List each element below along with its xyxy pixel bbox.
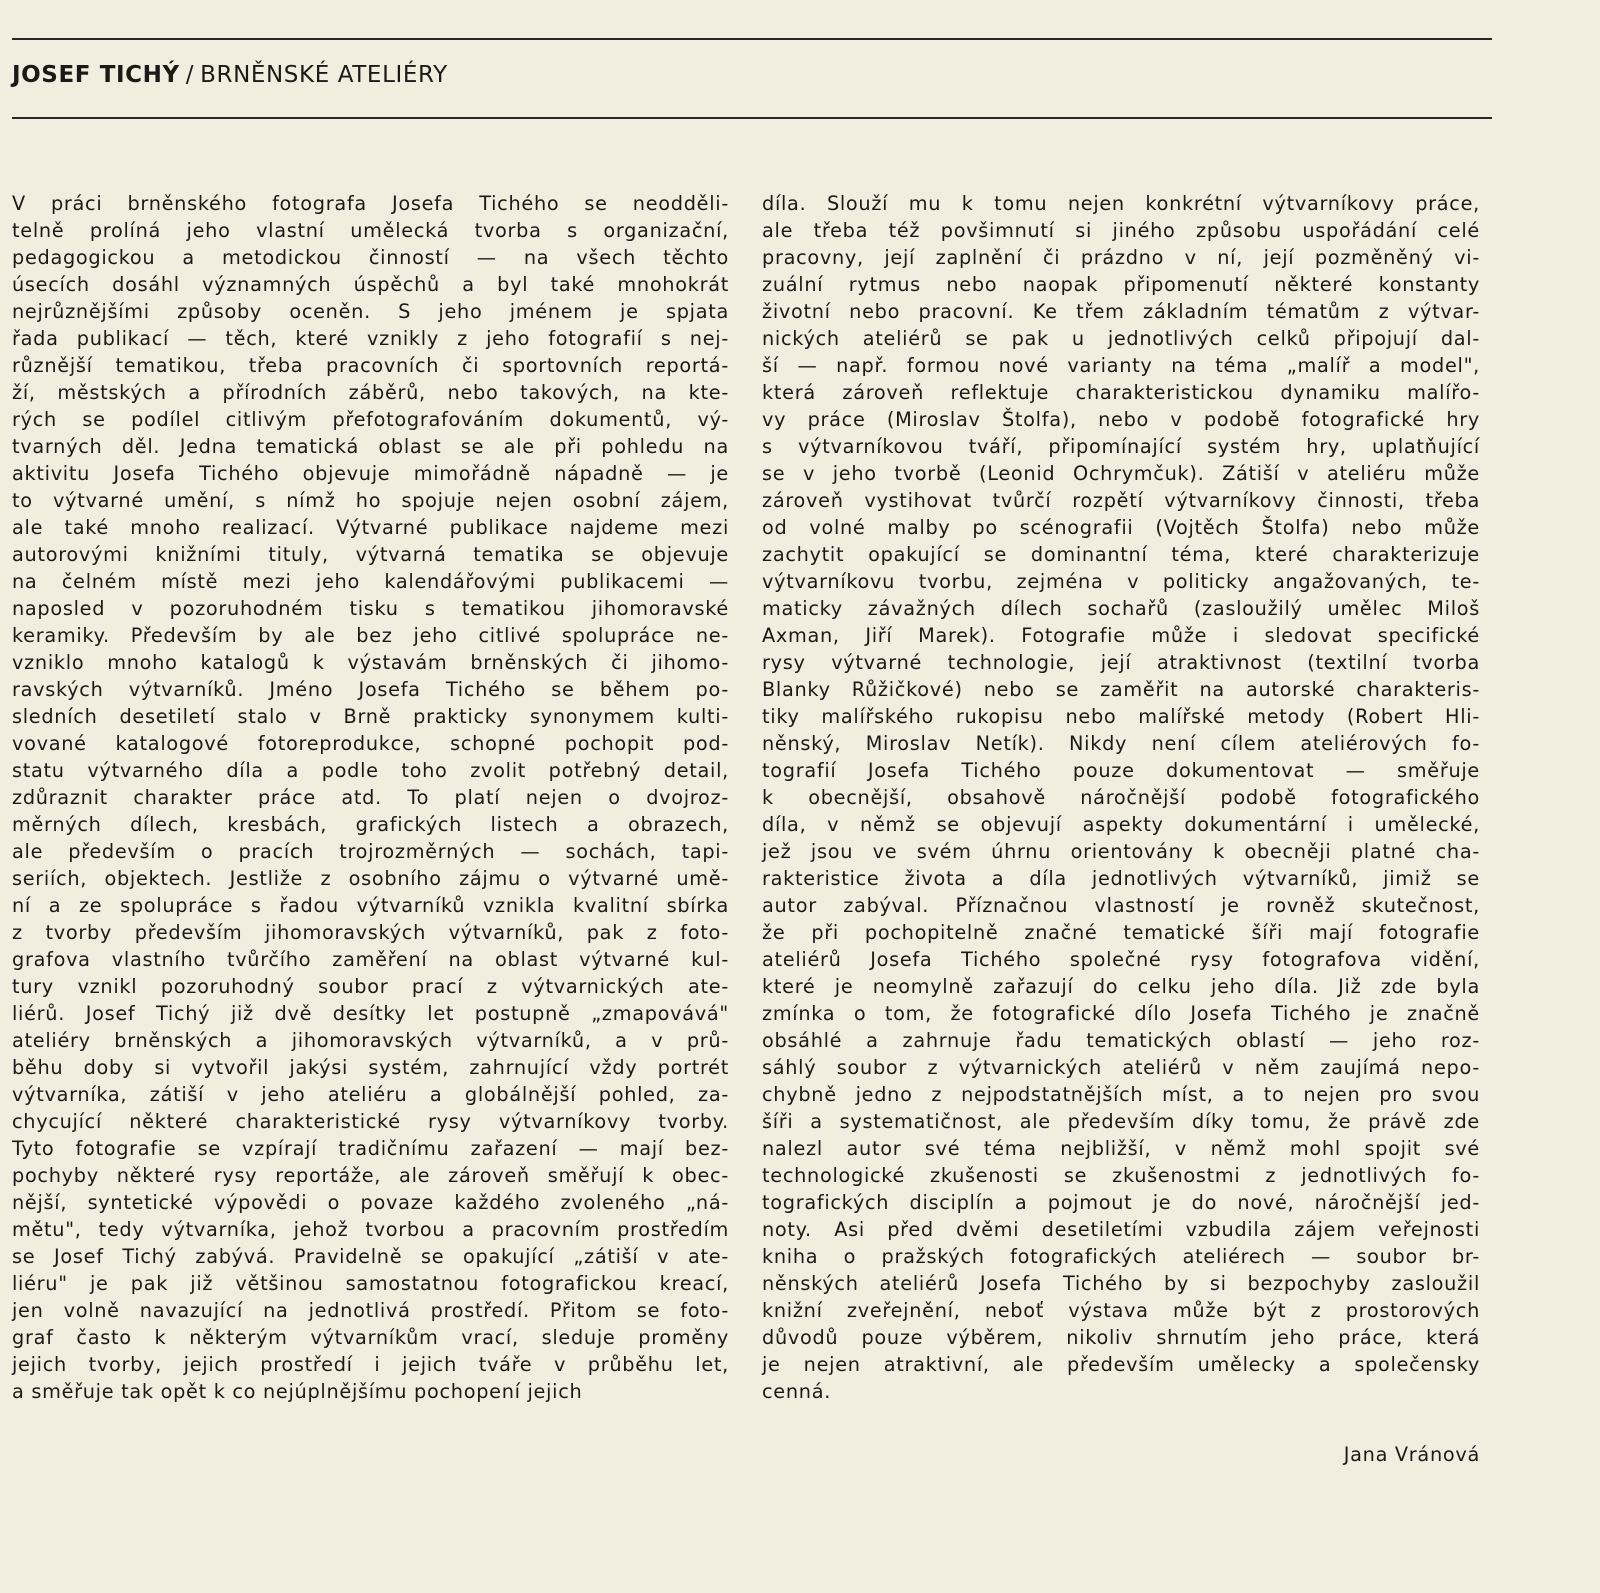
text-line: nalezl autor své téma nejbližší, v němž mohl spojit své [762,1137,1480,1160]
header-separator: / [185,62,195,88]
text-line: řada publikací — těch, které vznikly z jeho fotografií s nej- [12,327,729,350]
article-column-right [762,190,1480,1405]
text-line: zmínka o tom, že fotografické dílo Josefa Tichého je značně [762,1002,1480,1025]
text-line: seriích, objektech. Jestliže z osobního zájmu o výtvarné umě- [12,867,729,890]
text-line: chybně jedno z nejpodstatnějších míst, a to nejen pro svou [762,1083,1480,1106]
text-line: ateliérů Josefa Tichého společné rysy fotografova vidění, [762,948,1480,971]
text-line: něnský, Miroslav Netík). Nikdy není cílem ateliérových fo- [762,732,1480,755]
text-line: tografií Josefa Tichého pouze dokumentovat — směřuje [762,759,1480,782]
text-line: cenná. [762,1380,832,1403]
text-line: ží, městských a přírodních záběrů, nebo takových, na kte- [12,381,729,404]
text-line: tury vznikl pozoruhodný soubor prací z výtvarnických ate- [12,975,729,998]
text-line: tografických disciplín a pojmout je do nové, náročnější jed- [762,1191,1480,1214]
text-line: chycující některé charakteristické rysy výtvarníkovy tvorby. [12,1110,729,1133]
text-line: autor zabýval. Příznačnou vlastností je rovněž skutečnost, [762,894,1480,917]
text-line: běhu doby si vytvořil jakýsi systém, zahrnující vždy portrét [12,1056,729,1079]
text-line: naposled v pozoruhodném tisku s tematikou jihomoravské [12,597,729,620]
text-line: úsecích dosáhl významných úspěchů a byl také mnohokrát [12,273,729,296]
text-line: zachytit opakující se dominantní téma, které charakterizuje [762,543,1480,566]
text-line: statu výtvarného díla a podle toho zvolit potřebný detail, [12,759,729,782]
text-line: díla, v němž se objevují aspekty dokumentární i umělecké, [762,813,1480,836]
text-line: Axman, Jiří Marek). Fotografie může i sledovat specifické [762,624,1480,647]
text-line: autorovými knižními tituly, výtvarná tematika se objevuje [12,543,729,566]
text-line: Tyto fotografie se vzpírají tradičnímu zařazení — mají bez- [12,1137,729,1160]
text-line: rakteristice života a díla jednotlivých výtvarníků, jimiž se [762,867,1480,890]
text-line: že při pochopitelně značné tematické šíři mají fotografie [762,921,1480,944]
text-line: různější tematikou, třeba pracovních či sportovních reportá- [12,354,729,377]
text-line: je nejen atraktivní, ale především umělecky a společensky [762,1353,1480,1376]
text-line: ateliéry brněnských a jihomoravských výtvarníků, a v prů- [12,1029,729,1052]
text-line: k obecnější, obsahově náročnější podobě fotografického [762,786,1480,809]
header-bottom-rule [12,117,1492,119]
text-line: pedagogickou a metodickou činností — na všech těchto [12,246,729,269]
text-line: vované katalogové fotoreprodukce, schopné pochopit pod- [12,732,729,755]
text-line: mětu", tedy výtvarníka, jehož tvorbou a pracovním prostředím [12,1218,729,1241]
text-line: na čelném místě mezi jeho kalendářovými publikacemi — [12,570,729,593]
text-line: keramiky. Především by ale bez jeho citlivé spolupráce ne- [12,624,729,647]
text-line: grafova vlastního tvůrčího zaměření na oblast výtvarné kul- [12,948,729,971]
text-line: jejich tvorby, jejich prostředí i jejich tváře v průběhu let, [12,1353,729,1376]
text-line: knižní zveřejnění, neboť výstava může být z prostorových [762,1299,1480,1322]
text-line: kniha o pražských fotografických ateliérech — soubor br- [762,1245,1480,1268]
text-line: sledních desetiletí stalo v Brně prakticky synonymem kulti- [12,705,729,728]
text-line: aktivitu Josefa Tichého objevuje mimořádně nápadně — je [12,462,729,485]
text-line: se Josef Tichý zabývá. Pravidelně se opakující „zátiší v ate- [12,1245,729,1268]
text-line: s výtvarníkovou tváří, připomínající systém hry, uplatňující [762,435,1480,458]
text-line: výtvarníkovu tvorbu, zejména v politicky angažovaných, te- [762,570,1480,593]
text-line: rých se podílel citlivým přefotografováním dokumentů, vý- [12,408,729,431]
text-line: nější, syntetické výpovědi o povaze každého zvoleného „ná- [12,1191,729,1214]
text-line: ší — např. formou nové varianty na téma „malíř a model", [762,354,1480,377]
text-line: pracovny, její zaplnění či prázdno v ní, její pozměněný vi- [762,246,1480,269]
text-line: něnských ateliérů Josefa Tichého by si bezpochyby zasloužil [762,1272,1480,1295]
page-title: BRNĚNSKÉ ATELIÉRY [200,62,448,88]
text-line: se v jeho tvorbě (Leonid Ochrymčuk). Zátiší v ateliéru může [762,462,1480,485]
text-line: tiky malířského rukopisu nebo malířské metody (Robert Hli- [762,705,1480,728]
text-line: nických ateliérů se pak u jednotlivých celků připojují dal- [762,327,1480,350]
text-line: od volné malby po scénografii (Vojtěch Štolfa) nebo může [762,516,1480,539]
text-line: ale také mnoho realizací. Výtvarné publikace najdeme mezi [12,516,729,539]
text-line: šíři a systematičnost, ale především díky tomu, že právě zde [762,1110,1480,1133]
text-line: ravských výtvarníků. Jméno Josefa Tichého se během po- [12,678,729,701]
text-line: jež jsou ve svém úhrnu orientovány k obecněji platné cha- [762,840,1480,863]
text-line: nejrůznějšími způsoby oceněn. S jeho jménem je spjata [12,300,729,323]
text-line: měrných dílech, kresbách, grafických listech a obrazech, [12,813,729,836]
text-line: zuální rytmus nebo naopak připomenutí některé konstanty [762,273,1480,296]
text-line: Blanky Růžičkové) nebo se zaměřit na autorské charakteris- [762,678,1480,701]
text-line: ale především o pracích trojrozměrných — sochách, tapi- [12,840,729,863]
text-line: pochyby některé rysy reportáže, ale zároveň směřují k obec- [12,1164,729,1187]
text-line: které je neomylně zařazují do celku jeho díla. Již zde byla [762,975,1480,998]
text-line: V práci brněnského fotografa Josefa Tichého se neodděli- [12,192,729,215]
text-line: tvarných děl. Jedna tematická oblast se ale při pohledu na [12,435,729,458]
text-line: graf často k některým výtvarníkům vrací, sleduje proměny [12,1326,729,1349]
text-line: životní nebo pracovní. Ke třem základním tématům z výtvar- [762,300,1480,323]
text-line: technologické zkušenosti se zkušenostmi z jednotlivých fo- [762,1164,1480,1187]
text-line: noty. Asi před dvěmi desetiletími vzbudila zájem veřejnosti [762,1218,1480,1241]
text-line: telně prolíná jeho vlastní umělecká tvorba s organizační, [12,219,729,242]
text-line: zároveň vystihovat tvůrčí rozpětí výtvarníkovy činnosti, třeba [762,489,1480,512]
text-line: a směřuje tak opět k co nejúplnějšímu pochopení jejich [12,1380,583,1403]
text-line: sáhlý soubor z výtvarnických ateliérů v něm zaujímá nepo- [762,1056,1480,1079]
article-column-left [12,190,729,1405]
top-rule [12,38,1492,40]
text-line: vy práce (Miroslav Štolfa), nebo v podobě fotografické hry [762,408,1480,431]
text-line: ní a ze spolupráce s řadou výtvarníků vznikla kvalitní sbírka [12,894,729,917]
text-line: to výtvarné umění, s nímž ho spojuje nejen osobní zájem, [12,489,729,512]
text-line: výtvarníka, zátiší v jeho ateliéru a globálnější pohled, za- [12,1083,729,1106]
text-line: obsáhlé a zahrnuje řadu tematických oblastí — jeho roz- [762,1029,1480,1052]
text-line: ale třeba též povšimnutí si jiného způsobu uspořádání celé [762,219,1480,242]
text-line: rysy výtvarné technologie, její atraktivnost (textilní tvorba [762,651,1480,674]
page-header [12,62,448,88]
text-line: jen volně navazující na jednotlivá prostředí. Přitom se foto- [12,1299,729,1322]
signature: Jana Vránová [1343,1443,1480,1466]
text-line: vzniklo mnoho katalogů k výstavám brněnských či jihomo- [12,651,729,674]
text-line: maticky závažných dílech sochařů (zasloužilý umělec Miloš [762,597,1480,620]
text-line: z tvorby především jihomoravských výtvarníků, pak z foto- [12,921,729,944]
text-line: díla. Slouží mu k tomu nejen konkrétní výtvarníkovy práce, [762,192,1480,215]
text-line: liéru" je pak již většinou samostatnou fotografickou kreací, [12,1272,729,1295]
author-name: JOSEF TICHÝ [12,62,180,88]
text-line: zdůraznit charakter práce atd. To platí nejen o dvojroz- [12,786,729,809]
text-line: která zároveň reflektuje charakteristickou dynamiku malířo- [762,381,1480,404]
text-line: liérů. Josef Tichý již dvě desítky let postupně „zmapovává" [12,1002,729,1025]
text-line: důvodů pouze výběrem, nikoliv shrnutím jeho práce, která [762,1326,1480,1349]
